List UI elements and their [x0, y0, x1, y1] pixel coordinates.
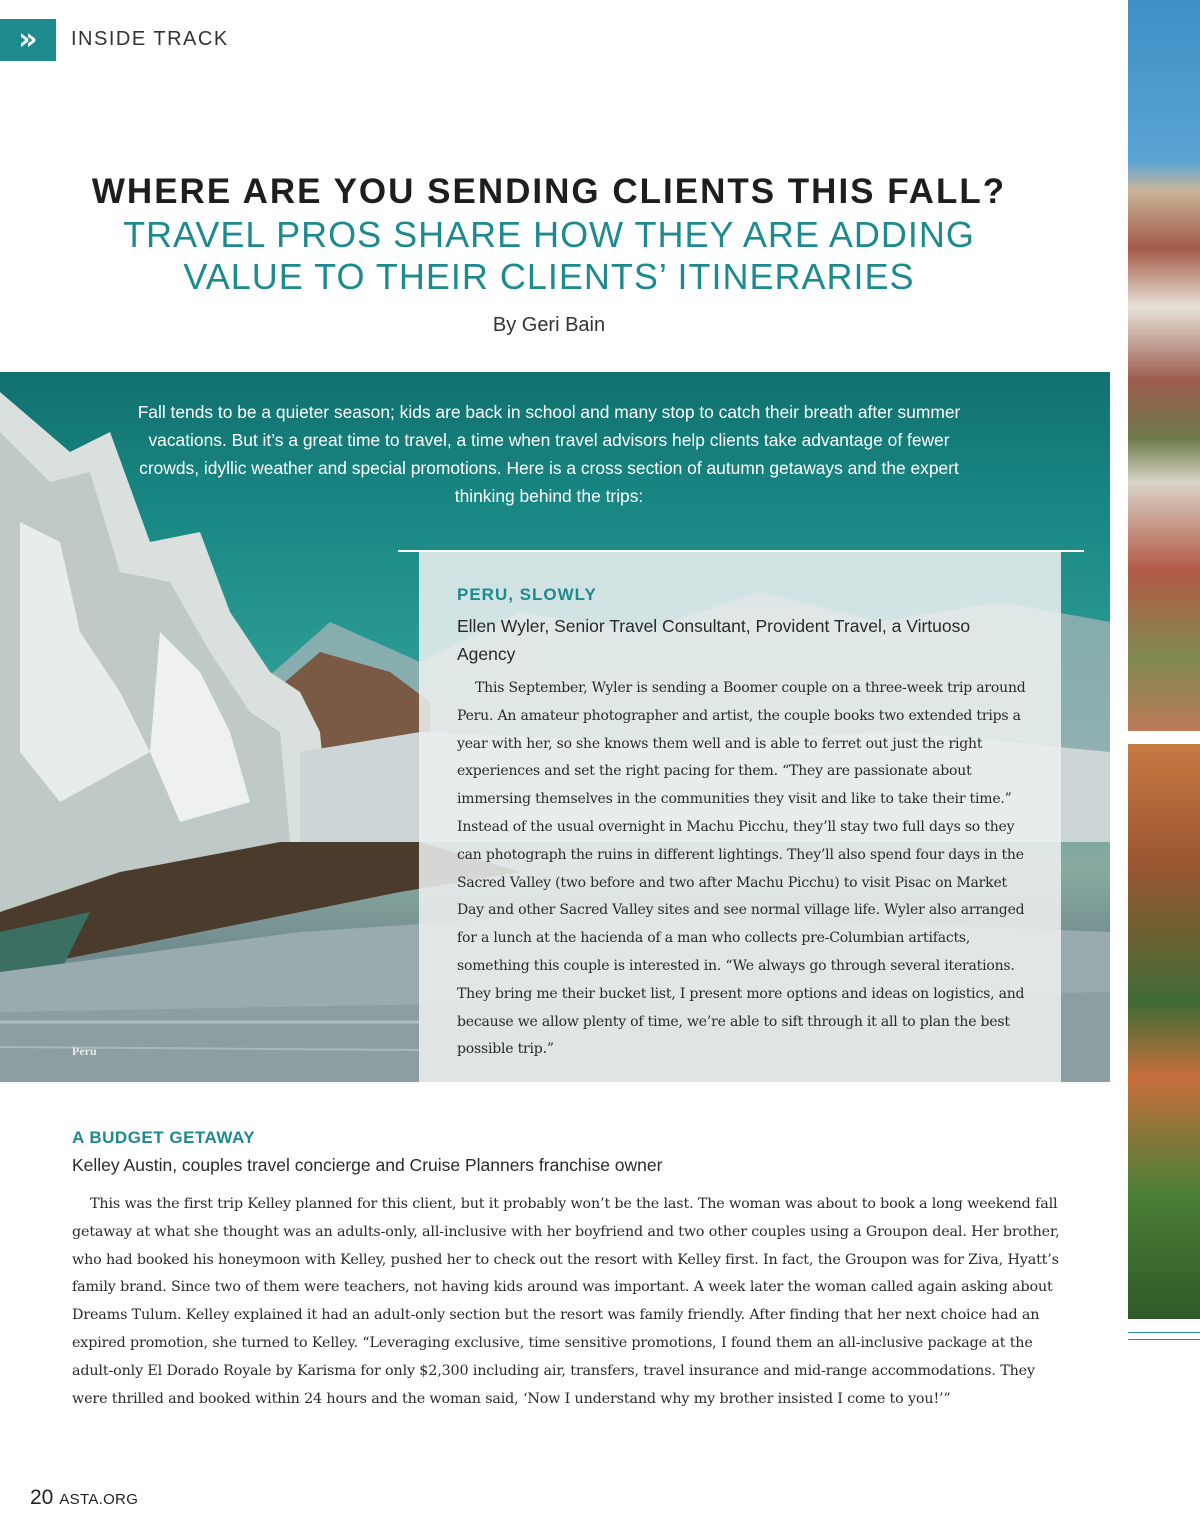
peru-contributor: Ellen Wyler, Senior Travel Consultant, Provident Travel, a Virtuoso Agency	[457, 616, 971, 664]
side-photo-cliffs	[1128, 744, 1200, 1319]
byline: By Geri Bain	[492, 314, 606, 336]
page-footer	[30, 1486, 138, 1510]
section-label: INSIDE TRACK	[71, 28, 229, 50]
article-subtitle-line2: VALUE TO THEIR CLIENTS’ ITINERARIES	[183, 256, 915, 297]
side-rule	[1128, 1332, 1200, 1340]
double-chevron-icon: »	[18, 22, 32, 57]
side-photo-city	[1128, 0, 1200, 731]
article-subtitle-line1: TRAVEL PROS SHARE HOW THEY ARE ADDING	[123, 214, 975, 255]
budget-body-text: This was the first trip Kelley planned for this client, but it probably won’t be the last. The woman was about to book a long weekend fall getaway at what she thought was an adults-only, all-inclusive with her boyfriend and two other couples using a Groupon deal. Her brother, who had booked his honeymoon with Kelley, pushed her to check out the resort with Kelley first. In fact, the Groupon was for Ziva, Hyatt’s family brand. Since two of them were teachers, not having kids around was important. A week later the woman called again asking about Dreams Tulum. Kelley explained it had an adult-only section but the resort was family friendly. After finding that her next choice had an expired promotion, she turned to Kelley. “Leveraging exclusive, time sensitive promotions, I found them an all-inclusive package at the adult-only El Dorado Royale by Karisma for only $2,300 including air, transfers, travel insurance and mid-range accommodations. They were thrilled and booked within 24 hours and the woman said, ‘Now I understand why my brother insisted I come to you!’”	[72, 1196, 1060, 1407]
budget-heading: A BUDGET GETAWAY	[72, 1128, 256, 1147]
article-subtitle	[0, 214, 1098, 298]
peru-heading: PERU, SLOWLY	[457, 585, 597, 604]
page-number: 20	[30, 1486, 54, 1509]
intro-paragraph: Fall tends to be a quieter season; kids are back in school and many stop to catch their breath after summer vacations. But it’s a great time to travel, a time when travel advisors help clients take advantage of fewer crowds, idyllic weather and special promotions. Here is a cross section of autumn getaways and the expert thinking behind the trips:	[137, 402, 961, 506]
footer-site[interactable]: ASTA.ORG	[59, 1491, 139, 1508]
budget-contributor: Kelley Austin, couples travel concierge and Cruise Planners franchise owner	[72, 1155, 663, 1175]
peru-body-text: This September, Wyler is sending a Boomer couple on a three-week trip around Peru. An amateur photographer and artist, the couple books two extended trips a year with her, so she knows them well and is able to ferret out just the right experiences and set the right pacing for them. “They are passionate about immersing themselves in the communities they visit and like to take their time.” Instead of the usual overnight in Machu Picchu, they’ll stay two full days so they can photograph the ruins in different lightings. They’ll also spend four days in the Sacred Valley (two before and two after Machu Picchu) to visit Pisac on Market Day and other Sacred Valley sites and see normal village life. Wyler also arranged for a lunch at the hacienda of a man who collects pre-Columbian artifacts, something this couple is interested in. “We always go through several iterations. They bring me their bucket list, I present more options and ideas on logistics, and because we allow plenty of time, we’re able to sift through it all to plan the best possible trip.”	[457, 680, 1026, 1058]
peru-body	[457, 675, 1037, 1064]
section-chevron-badge	[0, 19, 56, 61]
article-title: WHERE ARE YOU SENDING CLIENTS THIS FALL?	[91, 172, 1007, 211]
photo-caption: Peru	[72, 1044, 97, 1058]
budget-body	[72, 1191, 1062, 1413]
